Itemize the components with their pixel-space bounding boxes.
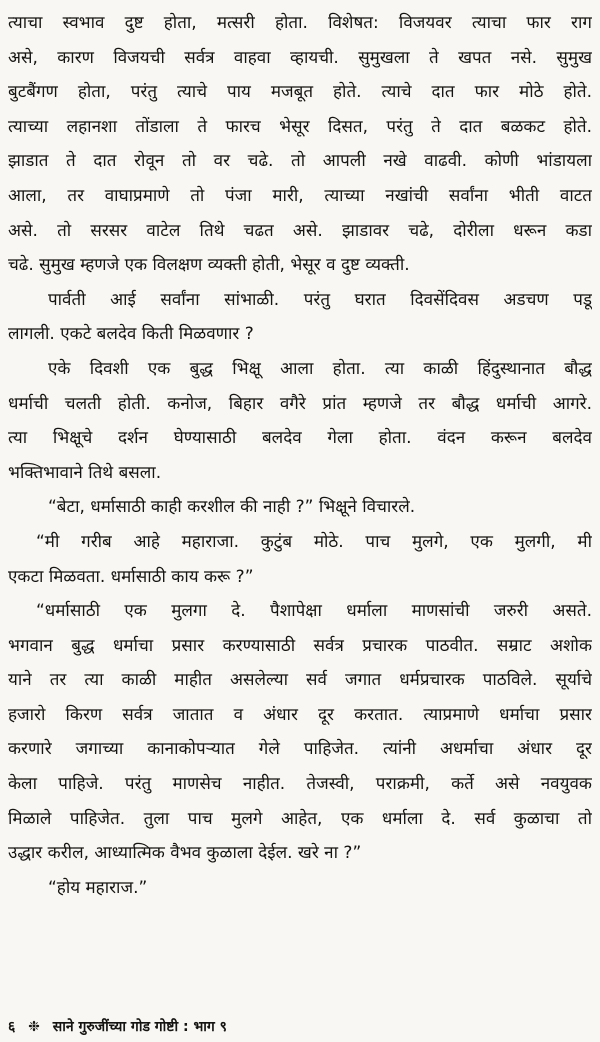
text-line: “धर्मासाठी एक मुलगा दे. पैशापेक्षा धर्माला माणसांची जरुरी असते. <box>36 601 592 622</box>
page-footer <box>8 1016 227 1038</box>
text-line: याने तर त्या काळी माहीत असलेल्या सर्व जगात धर्मप्रचारक पाठविले. सूर्याचे <box>8 670 592 691</box>
text-line: पार्वती आई सर्वांना सांभाळी. परंतु घरात दिवसेंदिवस अडचण पडू <box>48 289 592 310</box>
text-line: बुटबैंगण होता, परंतु त्याचे पाय मजबूत होते. त्याचे दात फार मोठे होते. <box>8 82 592 103</box>
text-line: त्याच्या लहानशा तोंडाला ते फारच भेसूर दिसत, परंतु ते दात बळकट होते. <box>8 116 592 137</box>
text-line: “बेटा, धर्मासाठी काही करशील की नाही ?” भिक्षूने विचारले. <box>48 497 416 518</box>
text-line: केला पाहिजे. परंतु माणसेच नाहीत. तेजस्वी, पराक्रमी, कर्ते असे नवयुवक <box>8 774 592 795</box>
text-line: असे. तो सरसर वाटेल तिथे चढत असे. झाडावर चढे, दोरीला धरून कडा <box>8 220 592 241</box>
text-line: “होय महाराज.” <box>48 877 148 898</box>
ornament-icon: ❉ <box>28 1019 40 1035</box>
text-line: एकटा मिळवता. धर्मासाठी काय करू ?” <box>8 566 254 587</box>
book-title: साने गुरुजींच्या गोड गोष्टी : भाग ९ <box>52 1019 227 1035</box>
text-line: हजारो किरण सर्वत्र जातात व अंधार दूर करतात. त्याप्रमाणे धर्माचा प्रसार <box>8 704 592 725</box>
text-line: झाडात ते दात रोवून तो वर चढे. तो आपली नखे वाढवी. कोणी भांडायला <box>8 151 592 172</box>
text-line: त्या भिक्षूचे दर्शन घेण्यासाठी बलदेव गेला होता. वंदन करून बलदेव <box>8 428 592 449</box>
text-line: चढे. सुमुख म्हणजे एक विलक्षण व्यक्ती होती, भेसूर व दुष्ट व्यक्ती. <box>8 255 410 276</box>
text-line: आला, तर वाघाप्रमाणे तो पंजा मारी, त्याच्या नखांची सर्वांना भीती वाटत <box>8 185 592 206</box>
text-line: “मी गरीब आहे महाराजा. कुटुंब मोठे. पाच मुलगे, एक मुलगी, मी <box>36 531 592 552</box>
text-line: भक्तिभावाने तिथे बसला. <box>8 462 162 483</box>
body-text <box>8 6 592 905</box>
text-line: एके दिवशी एक बुद्ध भिक्षू आला होता. त्या काळी हिंदुस्थानात बौद्ध <box>48 358 592 379</box>
text-line: असे, कारण विजयची सर्वत्र वाहवा व्हायची. सुमुखला ते खपत नसे. सुमुख <box>8 47 592 68</box>
text-line: मिळाले पाहिजेत. तुला पाच मुलगे आहेत, एक धर्माला दे. सर्व कुळाचा तो <box>8 808 592 829</box>
text-line: लागली. एकटे बलदेव किती मिळवणार ? <box>8 324 254 345</box>
text-line: धर्माची चलती होती. कनोज, बिहार वगैरे प्रांत म्हणजे तर बौद्ध धर्माची आगरे. <box>8 393 592 414</box>
text-line: करणारे जगाच्या कानाकोपऱ्यात गेले पाहिजेत. त्यांनी अधर्माचा अंधार दूर <box>8 739 592 760</box>
text-line: त्याचा स्वभाव दुष्ट होता, मत्सरी होता. विशेषत: विजयवर त्याचा फार राग <box>8 13 592 33</box>
text-line: उद्धार करील, आध्यात्मिक वैभव कुळाला देईल. खरे ना ?” <box>8 843 362 864</box>
text-line: भगवान बुद्ध धर्माचा प्रसार करण्यासाठी सर्वत्र प्रचारक पाठवीत. सम्राट अशोक <box>8 635 592 656</box>
page-number: ६ <box>8 1019 16 1035</box>
